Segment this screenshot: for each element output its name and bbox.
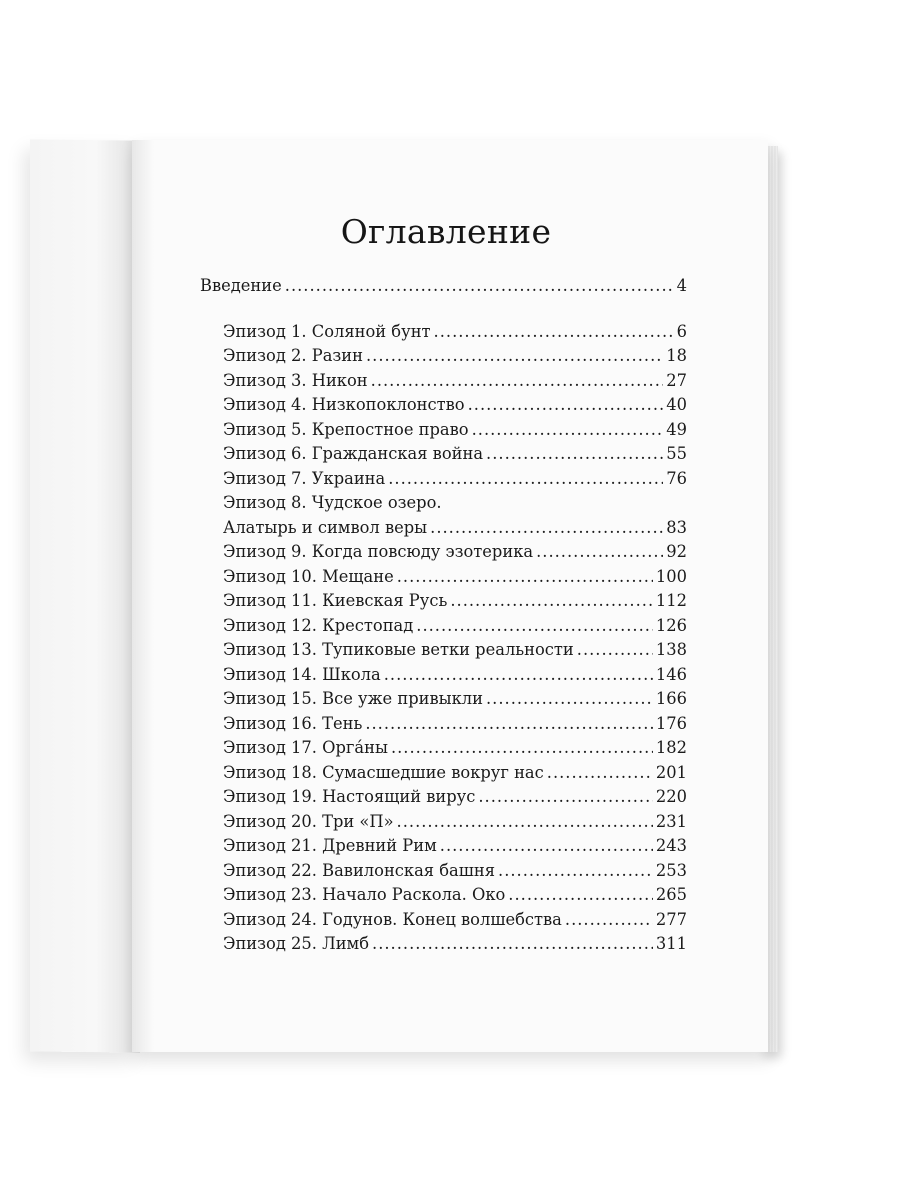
toc-entry-label: Эпизод 24. Годунов. Конец волшебства (223, 909, 562, 929)
dot-leader (468, 393, 664, 418)
toc-entry-label: Эпизод 5. Крепостное право (223, 419, 469, 439)
toc-entry (200, 344, 687, 369)
dot-leader (384, 663, 653, 688)
toc-entry (200, 810, 687, 835)
toc-entry-label: Эпизод 11. Киевская Русь (223, 591, 448, 610)
toc-entry (200, 614, 687, 639)
toc-entry-page: 166 (655, 689, 687, 708)
toc-entry-label: Эпизод 15. Все уже привыкли (223, 689, 483, 708)
toc-entry (200, 540, 687, 565)
toc-entry-page: 4 (676, 276, 687, 295)
toc-entry (200, 565, 687, 590)
toc-entry-label: Алатырь и символ веры (223, 517, 428, 537)
toc-entry-page: 18 (666, 346, 687, 365)
dot-leader (440, 834, 653, 859)
toc-entry-label: Эпизод 6. Гражданская война (223, 444, 484, 463)
toc-entry-intro (200, 274, 687, 299)
toc-entry-label: Эпизод 16. Тень (223, 713, 363, 733)
page-title: Оглавление (340, 212, 552, 251)
toc-entry-label: Эпизод 3. Никон (223, 370, 368, 390)
dot-leader (397, 565, 653, 590)
toc-entry (200, 932, 687, 957)
toc-entry (200, 785, 687, 810)
toc-entry-page: 76 (666, 468, 687, 488)
toc-entry-page: 100 (655, 566, 687, 586)
toc-entry-page: 55 (666, 444, 687, 463)
toc-entry-first-line (200, 491, 687, 516)
toc-entry (200, 883, 687, 908)
toc-entry-label: Эпизод 19. Настоящий вирус (223, 787, 476, 806)
toc-entry-label: Эпизод 21. Древний Рим (223, 836, 437, 855)
toc-entry-page: 112 (655, 591, 687, 610)
toc-entry (200, 687, 687, 712)
toc-entry-label: Эпизод 17. Орга́ны (223, 738, 388, 757)
toc-entry-label: Эпизод 13. Тупиковые ветки реальности (223, 640, 574, 659)
dot-leader (577, 638, 653, 663)
toc-entry (200, 418, 687, 443)
toc-entry-page: 220 (655, 787, 687, 806)
toc-entry-label: Эпизод 9. Когда повсюду эзотерика (223, 542, 534, 561)
toc-entry-page: 138 (655, 640, 687, 659)
dot-leader (486, 442, 663, 467)
toc-entry (200, 393, 687, 418)
toc-entry (200, 516, 687, 541)
toc-entry (200, 712, 687, 737)
toc-entry-label: Эпизод 22. Вавилонская башня (223, 860, 496, 880)
toc-entry-page: 49 (666, 419, 687, 439)
dot-leader (397, 810, 653, 835)
dot-leader (372, 932, 653, 957)
toc-entry-label: Эпизод 12. Крестопад (223, 615, 414, 635)
left-page (30, 139, 140, 1052)
toc-entry-page: 231 (655, 811, 687, 831)
toc-entry-label: Эпизод 1. Соляной бунт (223, 321, 431, 341)
toc-entry-label: Эпизод 7. Украина (223, 468, 386, 488)
toc-entry-page: 40 (666, 395, 687, 414)
toc-entry (200, 761, 687, 786)
toc-entry-label: Эпизод 23. Начало Раскола. Око (223, 885, 506, 904)
dot-leader (285, 274, 674, 299)
dot-leader (536, 540, 663, 565)
toc-entry (200, 834, 687, 859)
toc-entry (200, 369, 687, 394)
toc-entry (200, 638, 687, 663)
dot-leader (547, 761, 653, 786)
toc-entry-page: 126 (655, 615, 687, 635)
toc-entry (200, 908, 687, 933)
dot-leader (365, 712, 653, 737)
toc-entry-page: 83 (666, 517, 687, 537)
toc-entry-label: Эпизод 14. Школа (223, 664, 381, 684)
toc-entry-page: 27 (666, 370, 687, 390)
dot-leader (498, 859, 653, 884)
toc-entry-label: Эпизод 2. Разин (223, 346, 363, 365)
toc-entry-label: Эпизод 18. Сумасшедшие вокруг нас (223, 762, 544, 782)
dot-leader (565, 908, 653, 933)
toc-entry (200, 859, 687, 884)
toc-entry-label: Эпизод 25. Лимб (223, 934, 370, 953)
toc-entry-page: 176 (655, 713, 687, 733)
toc-entry-label: Эпизод 4. Низкопоклонство (223, 395, 465, 414)
dot-leader (366, 344, 663, 369)
toc-entry-page: 277 (655, 909, 687, 929)
toc-entry-label: Эпизод 8. Чудское озеро. (223, 493, 442, 512)
dot-leader (486, 687, 653, 712)
toc-entry (200, 663, 687, 688)
toc-entry-page: 253 (655, 860, 687, 880)
dot-leader (478, 785, 653, 810)
dot-leader (388, 467, 663, 492)
toc-entry (200, 589, 687, 614)
dot-leader (508, 883, 653, 908)
dot-leader (472, 418, 664, 443)
toc-entry (200, 442, 687, 467)
dot-leader (416, 614, 653, 639)
toc-entry-page: 6 (676, 321, 687, 341)
toc-entry (200, 736, 687, 761)
dot-leader (371, 369, 664, 394)
dot-leader (391, 736, 653, 761)
toc-entry-page: 265 (655, 885, 687, 904)
toc-entry-page: 182 (655, 738, 687, 757)
toc-entry-page: 243 (655, 836, 687, 855)
dot-leader (450, 589, 653, 614)
gutter-shadow (132, 140, 154, 1052)
dot-leader (430, 516, 663, 541)
toc-entry (200, 320, 687, 345)
toc-entry-page: 92 (666, 542, 687, 561)
toc-entry-page: 311 (655, 934, 687, 953)
toc-entry-label: Эпизод 10. Мещане (223, 566, 394, 586)
dot-leader (434, 320, 674, 345)
toc-entry (200, 467, 687, 492)
toc-entry-label: Введение (200, 276, 282, 295)
toc-entry-label: Эпизод 20. Три «П» (223, 811, 394, 831)
table-of-contents (200, 274, 687, 957)
toc-entry-page: 146 (655, 664, 687, 684)
toc-entry-page: 201 (655, 762, 687, 782)
